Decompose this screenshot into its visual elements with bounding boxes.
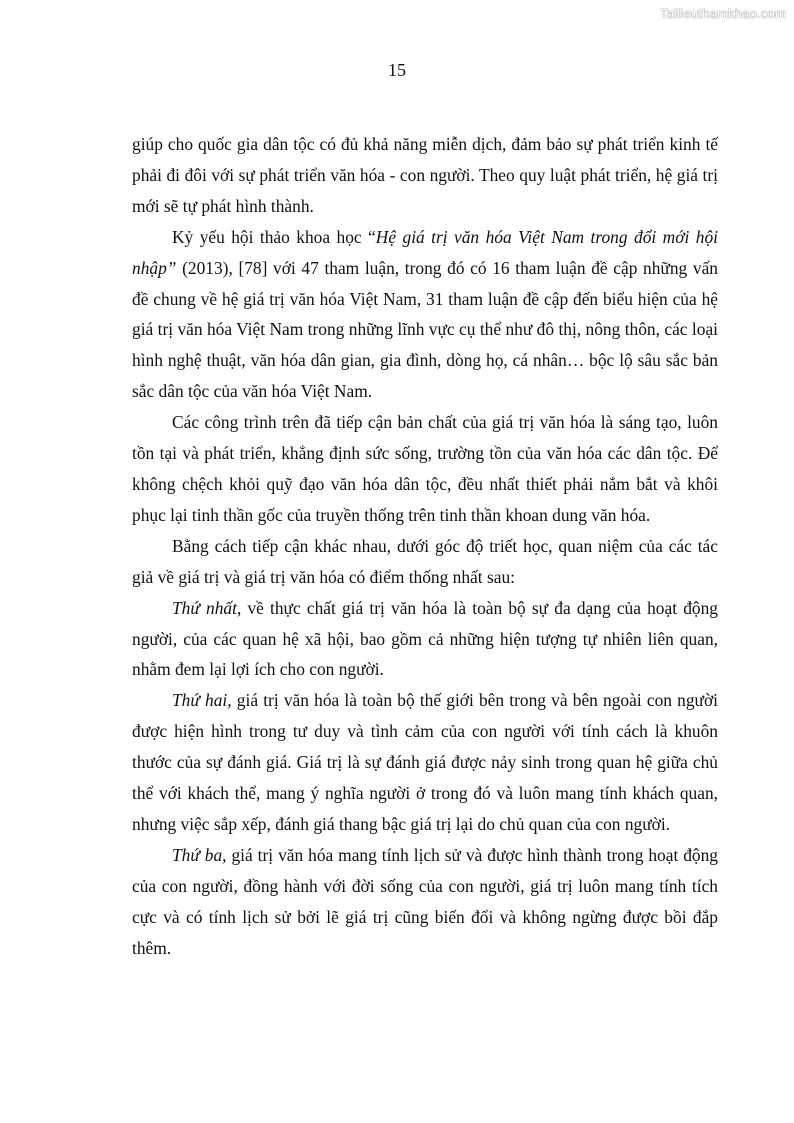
- paragraph-4: Bằng cách tiếp cận khác nhau, dưới góc độ triết học, quan niệm của các tác giả về giá trị và giá trị văn hóa có điểm thống nhất sau:: [132, 535, 718, 587]
- paragraph-2-title: Hệ giá trị văn hóa Việt Nam trong đổi mới hội nhập”: [132, 226, 718, 278]
- paragraph-5: [132, 593, 718, 686]
- paragraph-2-lead: Kỷ yếu hội thảo khoa học “: [172, 226, 376, 247]
- paragraph-2: [132, 222, 718, 407]
- paragraph-2-body: (2013), [78] với 47 tham luận, trong đó có 16 tham luận đề cập những vấn đề chung về hệ giá trị văn hóa Việt Nam, 31 tham luận đề cập đến biểu hiện của hệ giá trị văn hóa Việt Nam trong những lĩnh vực cụ thể như đô thị, nông thôn, các loại hình nghệ thuật, văn hóa dân gian, gia đình, dòng họ, cá nhân… bộc lộ sâu sắc bản sắc dân tộc của văn hóa Việt Nam.: [132, 257, 718, 402]
- paragraph-7-lead: Thứ ba,: [172, 844, 227, 865]
- paragraph-1: giúp cho quốc gia dân tộc có đủ khả năng miễn dịch, đảm bảo sự phát triển kinh tế phải đi đôi với sự phát triển văn hóa - con người. Theo quy luật phát triển, hệ giá trị mới sẽ tự phát hình thành.: [132, 134, 718, 216]
- paragraph-7: [132, 840, 718, 964]
- paragraph-5-body: , về thực chất giá trị văn hóa là toàn bộ sự đa dạng của hoạt động người, của các quan hệ xã hội, bao gồm cả những hiện tượng tự nhiên liên quan, nhằm đem lại lợi ích cho con người.: [132, 597, 718, 680]
- paragraph-6-lead: Thứ hai,: [172, 690, 232, 711]
- paragraph-6-body: giá trị văn hóa là toàn bộ thế giới bên trong và bên ngoài con người được hiện hình trong tư duy và tình cảm của con người với tính cách là khuôn thước của sự đánh giá. Giá trị là sự đánh giá được nảy sinh trong quan hệ giữa chủ thể với khách thể, mang ý nghĩa người ở trong đó và luôn mang tính khách quan, nhưng việc sắp xếp, đánh giá thang bậc giá trị lại do chủ quan của con người.: [132, 690, 718, 834]
- paragraph-7-body: giá trị văn hóa mang tính lịch sử và được hình thành trong hoạt động của con người, đồng hành với đời sống của con người, giá trị luôn mang tính tích cực và có tính lịch sử bởi lẽ giá trị cũng biến đổi và không ngừng được bồi đắp thêm.: [132, 844, 718, 958]
- paragraph-6: [132, 685, 718, 840]
- paragraph-5-lead: Thứ nhất: [172, 597, 237, 618]
- page-number: 15: [388, 60, 406, 80]
- paragraph-3: Các công trình trên đã tiếp cận bản chất của giá trị văn hóa là sáng tạo, luôn tồn tại và phát triển, khẳng định sức sống, trường tồn của văn hóa các dân tộc. Để không chệch khỏi quỹ đạo văn hóa dân tộc, đều nhất thiết phải nắm bắt và khôi phục lại tinh thần gốc của truyền thống trên tinh thần khoan dung văn hóa.: [132, 412, 718, 525]
- document-body: [132, 129, 718, 963]
- watermark: Tailieuthamkhao.com: [660, 6, 786, 21]
